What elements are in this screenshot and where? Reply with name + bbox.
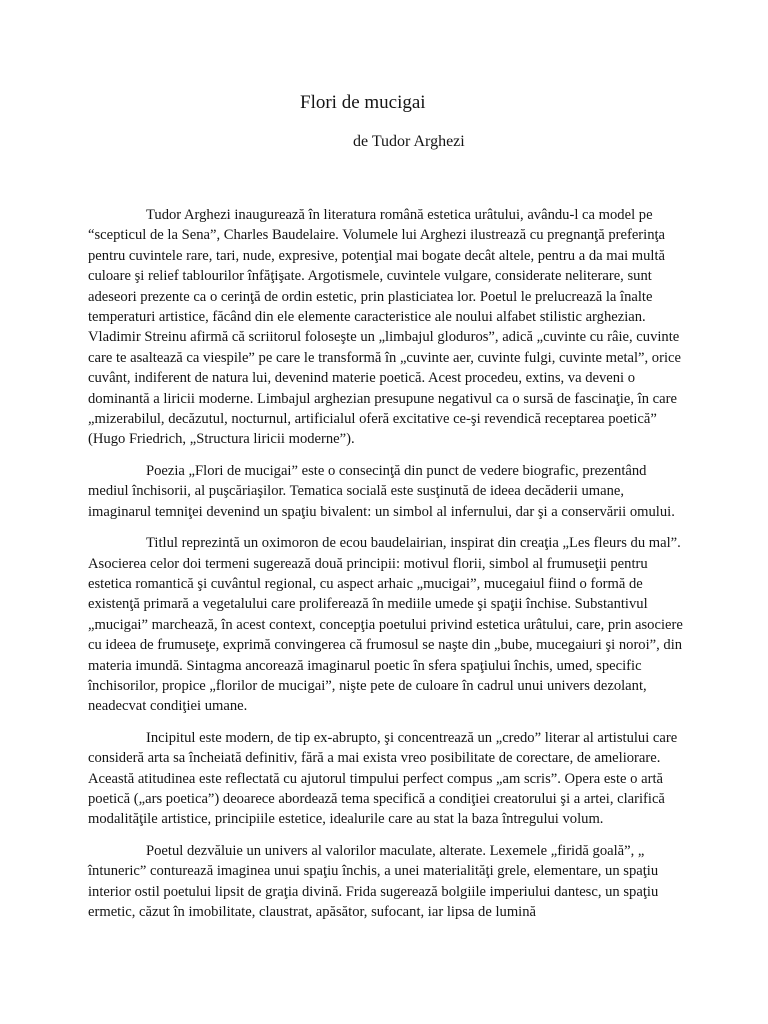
paragraph: Poezia „Flori de mucigai” este o consecinţă din punct de vedere biografic, prezentând mediul închisorii, al puşcăriaşilor. Tematica socială este susţinută de ideea decăderii umane, imaginarul temniţei devenind un spaţiu bivalent: un simbol al infernului, dar şi a conservării omului.	[88, 462, 675, 520]
paragraph: Poetul dezvăluie un univers al valorilor maculate, alterate. Lexemele „firidă goală”, „ întuneric” conturează imaginea unui spaţiu închis, a unei materialităţi grele, elementare, un spaţiu interior ostil poetului lipsit de graţia divină. Frida sugerează bolgiile imperiului dantesc, un spaţiu ermetic, căzut în imobilitate, claustrat, apăsător, sufocant, iar lipsa de lumină	[88, 842, 659, 920]
author-line: de Tudor Arghezi	[353, 133, 465, 150]
paragraph: Incipitul este modern, de tip ex-abrupto, şi concentrează un „credo” literar al artistului care consideră arta sa încheiată definitiv, fără a mai exista vreo posibilitate de corectare, de ameliorare. Această atitudinea este reflectată cu ajutorul timpului perfect compus „am scris”. Opera este o artă poetică („ars poetica”) deoarece abordează tema specifică a condiţiei creatorului şi a artei, clarifică modalităţile artistice, principiile estetice, idealurile care au stat la baza întregului volum.	[88, 729, 678, 828]
document-title: Flori de mucigai	[300, 92, 426, 113]
paragraph: Titlul reprezintă un oximoron de ecou baudelairian, inspirat din creaţia „Les fleurs du mal”. Asocierea celor doi termeni sugerează două principii: motivul florii, simbol al frumuseţii pentru estetica romantică şi cuvântul regional, cu aspect arhaic „mucigai”, mucegaiul fiind o formă de existenţă primară a vegetalului care proliferează în mediile umede şi spaţii închise. Substantivul „mucigai” marchează, în acest context, concepţia poetului privind estetica urâtului, care, prin asociere cu ideea de frumuseţe, exprimă convingerea că frumosul se naşte din „bube, mucegaiuri şi noroi”, din materia imundă. Sintagma ancorează imaginarul poetic în sfera spaţiului închis, umed, specific închisorilor, propice „florilor de mucigai”, nişte pete de culoare în cadrul unui univers dezolant, neadecvat condiţiei umane.	[88, 535, 683, 715]
document-body	[88, 205, 684, 933]
paragraph: Tudor Arghezi inaugurează în literatura română estetica urâtului, avându-l ca model pe “scepticul de la Sena”, Charles Baudelaire. Volumele lui Arghezi ilustrează cu pregnanţă preferinţa pentru cuvintele rare, tari, nude, expresive, potenţial mai bogate decât altele, pentru a da mai multă culoare şi relief tablourilor înfăţişate. Argotismele, cuvintele vulgare, considerate neliterare, sunt adeseori prezente ca o cerinţă de ordin estetic, prin plasticiatea lor. Poetul le prelucrează la înalte temperaturi artistice, făcând din ele elemente caracteristice ale noului alfabet stilistic arghezian. Vladimir Streinu afirmă că scriitorul foloseşte un „limbajul gloduros”, adică „cuvinte cu râie, cuvinte care te asaltează ca viespile” pe care le transformă în „cuvinte aer, cuvinte fulgi, cuvinte metal”, orice cuvânt, indiferent de natura lui, devenind materie poetică. Acest procedeu, extins, va deveni o dominantă a liricii moderne. Limbajul arghezian presupune negativul ca o sursă de fascinaţie, în care „mizerabilul, decăzutul, nocturnul, artificialul oferă excitative ce-şi revendică receptarea poetică” (Hugo Friedrich, „Structura liricii moderne”).	[88, 207, 681, 448]
